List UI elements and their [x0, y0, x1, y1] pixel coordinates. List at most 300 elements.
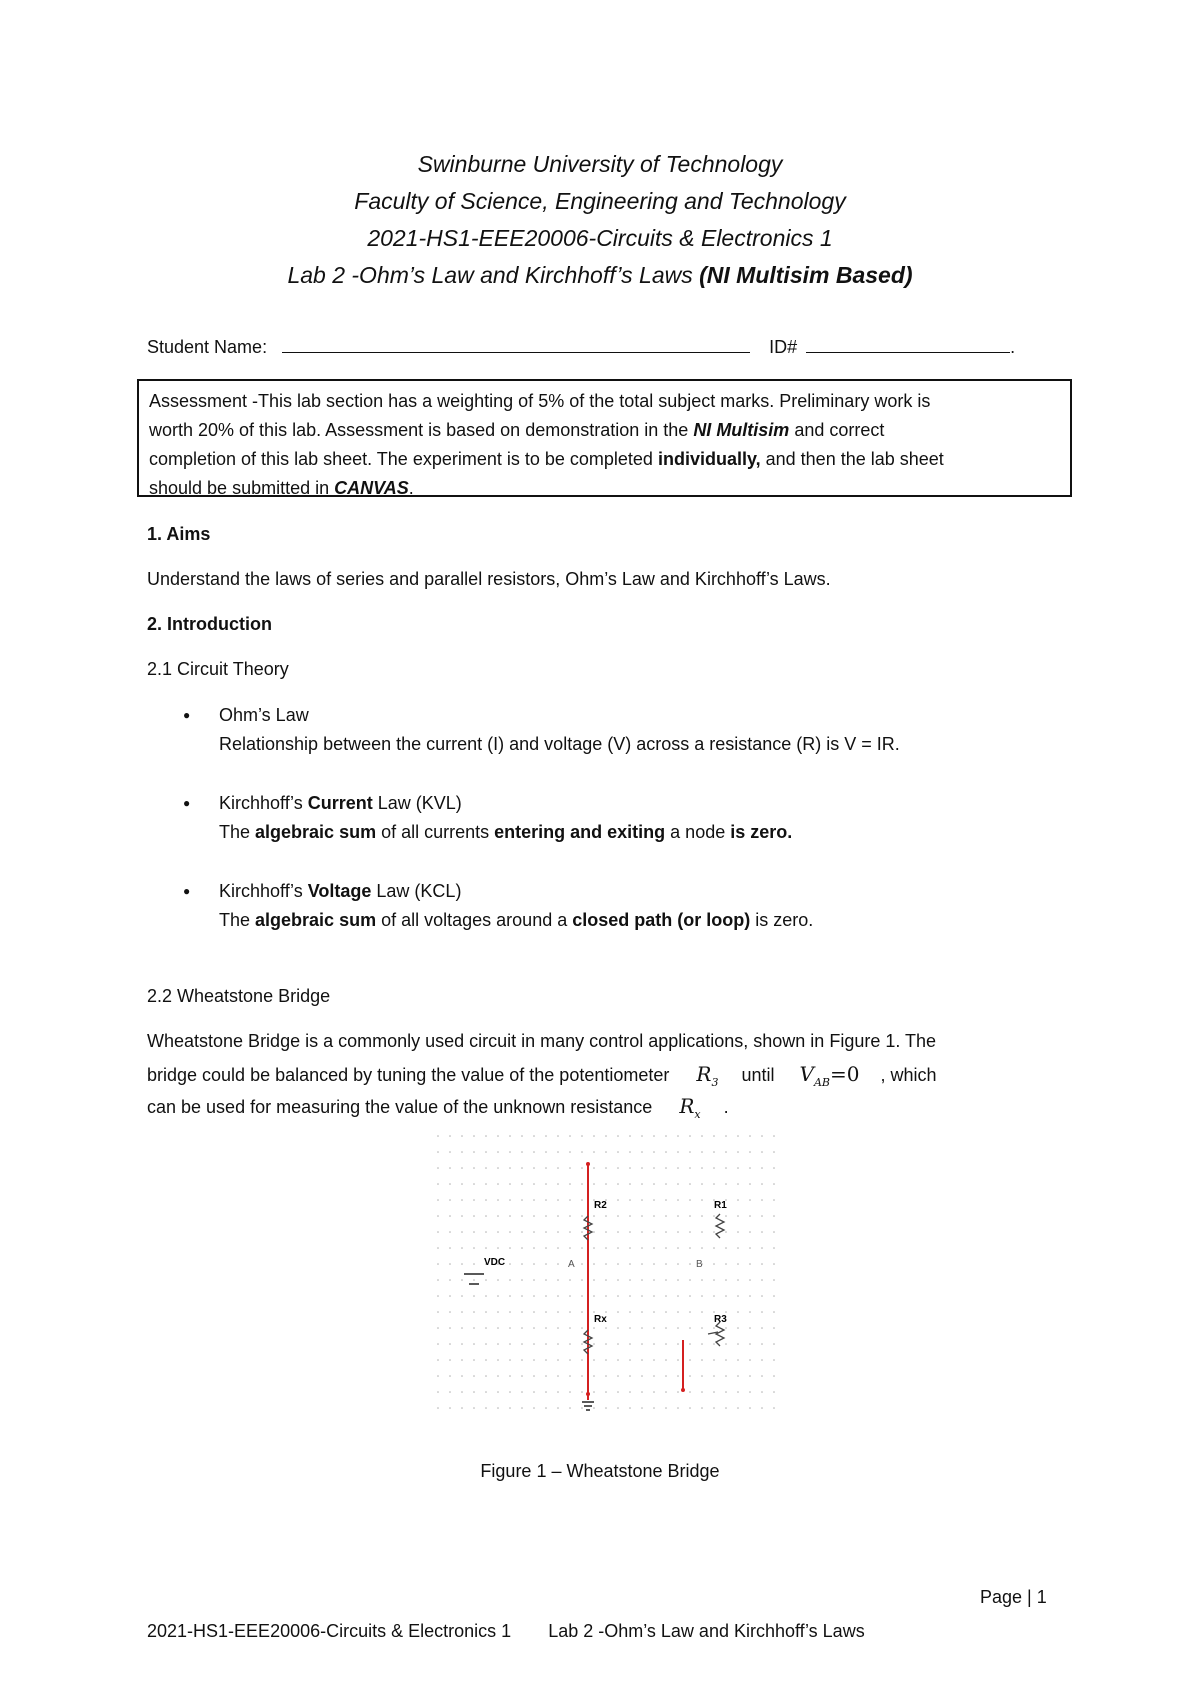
grid-dot — [761, 1151, 763, 1153]
grid-dot — [473, 1359, 475, 1361]
grid-dot — [773, 1135, 775, 1137]
course-title: 2021-HS1-EEE20006-Circuits & Electronics 1 — [367, 225, 833, 251]
grid-dot — [689, 1263, 691, 1265]
grid-dot — [701, 1375, 703, 1377]
grid-dot — [569, 1391, 571, 1393]
assessment-text: completion of this lab sheet. The experiment is to be completed — [149, 449, 658, 469]
grid-dot — [701, 1247, 703, 1249]
grid-dot — [773, 1359, 775, 1361]
footer-lab: Lab 2 -Ohm’s Law and Kirchhoff’s Laws — [548, 1621, 865, 1641]
grid-dot — [761, 1279, 763, 1281]
grid-dot — [581, 1215, 583, 1217]
grid-dot — [725, 1151, 727, 1153]
r1-resistor — [716, 1214, 724, 1238]
grid-dot — [461, 1375, 463, 1377]
grid-dot — [689, 1343, 691, 1345]
grid-dot — [533, 1135, 535, 1137]
grid-dot — [677, 1279, 679, 1281]
grid-dot — [617, 1375, 619, 1377]
label-r2: R2 — [594, 1200, 607, 1211]
grid-dot — [737, 1151, 739, 1153]
grid-dot — [773, 1311, 775, 1313]
grid-dot — [617, 1311, 619, 1313]
grid-dot — [497, 1199, 499, 1201]
grid-dot — [629, 1343, 631, 1345]
grid-dot — [689, 1359, 691, 1361]
grid-dot — [725, 1215, 727, 1217]
grid-dot — [497, 1327, 499, 1329]
grid-dot — [725, 1407, 727, 1409]
grid-dot — [497, 1215, 499, 1217]
grid-dot — [545, 1327, 547, 1329]
grid-dot — [569, 1327, 571, 1329]
grid-dot — [641, 1199, 643, 1201]
grid-dot — [473, 1215, 475, 1217]
grid-dot — [509, 1279, 511, 1281]
grid-dot — [749, 1359, 751, 1361]
grid-dot — [689, 1391, 691, 1393]
grid-dot — [473, 1311, 475, 1313]
grid-dot — [737, 1407, 739, 1409]
grid-dot — [521, 1407, 523, 1409]
kcl-title-text: Kirchhoff’s — [219, 793, 308, 813]
grid-dot — [725, 1247, 727, 1249]
grid-dot — [725, 1327, 727, 1329]
grid-dot — [449, 1327, 451, 1329]
grid-dot — [737, 1183, 739, 1185]
grid-dot — [689, 1279, 691, 1281]
grid-dot — [749, 1295, 751, 1297]
grid-dot — [473, 1263, 475, 1265]
grid-dot — [509, 1343, 511, 1345]
grid-dot — [497, 1151, 499, 1153]
grid-dot — [701, 1327, 703, 1329]
grid-dot — [545, 1391, 547, 1393]
grid-dot — [557, 1359, 559, 1361]
grid-dot — [617, 1215, 619, 1217]
grid-dot — [653, 1183, 655, 1185]
grid-dot — [473, 1375, 475, 1377]
grid-dot — [557, 1279, 559, 1281]
grid-dot — [617, 1183, 619, 1185]
grid-dot — [653, 1407, 655, 1409]
grid-dot — [749, 1199, 751, 1201]
grid-dot — [605, 1151, 607, 1153]
bullet-dot: ● — [183, 708, 191, 722]
grid-dot — [641, 1279, 643, 1281]
wheatstone-line: Wheatstone Bridge is a commonly used circuit in many control applications, shown in Figure 1. The — [147, 1031, 937, 1051]
grid-dot — [509, 1183, 511, 1185]
grid-dot — [713, 1231, 715, 1233]
grid-dot — [689, 1183, 691, 1185]
grid-dot — [773, 1231, 775, 1233]
grid-dot — [749, 1279, 751, 1281]
grid-dot — [629, 1167, 631, 1169]
grid-dot — [593, 1295, 595, 1297]
grid-dot — [677, 1167, 679, 1169]
grid-dot — [521, 1167, 523, 1169]
grid-dot — [641, 1247, 643, 1249]
grid-dot — [641, 1327, 643, 1329]
grid-dot — [557, 1231, 559, 1233]
grid-dot — [653, 1263, 655, 1265]
wheatstone-line — [147, 1094, 729, 1121]
kcl-text-part: The — [219, 822, 256, 842]
ohm-text: Relationship between the current (I) and voltage (V) across a resistance (R) is V = IR. — [219, 734, 900, 754]
grid-dot — [569, 1343, 571, 1345]
grid-dot — [533, 1359, 535, 1361]
grid-dot — [749, 1231, 751, 1233]
wheatstone-text: bridge could be balanced by tuning the value of the potentiometer — [147, 1065, 670, 1085]
grid-dot — [569, 1407, 571, 1409]
grid-dots — [437, 1135, 775, 1409]
grid-dot — [605, 1407, 607, 1409]
assessment-text: should be submitted in — [149, 478, 335, 498]
kvl-title-text: Kirchhoff’s — [219, 881, 308, 901]
grid-dot — [761, 1295, 763, 1297]
grid-dot — [629, 1407, 631, 1409]
grid-dot — [533, 1231, 535, 1233]
grid-dot — [449, 1263, 451, 1265]
grid-dot — [521, 1279, 523, 1281]
grid-dot — [449, 1183, 451, 1185]
kvl-text-bold: algebraic sum — [255, 910, 377, 930]
grid-dot — [545, 1151, 547, 1153]
grid-dot — [641, 1343, 643, 1345]
grid-dot — [545, 1215, 547, 1217]
grid-dot — [677, 1263, 679, 1265]
grid-dot — [713, 1183, 715, 1185]
v-eq: =0 — [830, 1062, 860, 1086]
grid-dot — [725, 1135, 727, 1137]
grid-dot — [677, 1311, 679, 1313]
grid-dot — [629, 1231, 631, 1233]
grid-dot — [749, 1311, 751, 1313]
grid-dot — [437, 1359, 439, 1361]
grid-dot — [665, 1295, 667, 1297]
grid-dot — [485, 1167, 487, 1169]
grid-dot — [629, 1311, 631, 1313]
grid-dot — [677, 1183, 679, 1185]
assessment-emphasis: CANVAS — [334, 478, 409, 498]
grid-dot — [485, 1215, 487, 1217]
grid-dot — [437, 1279, 439, 1281]
grid-dot — [773, 1199, 775, 1201]
grid-dot — [725, 1359, 727, 1361]
grid-dot — [653, 1199, 655, 1201]
r3-potentiometer — [716, 1322, 724, 1346]
grid-dot — [497, 1375, 499, 1377]
grid-dot — [485, 1359, 487, 1361]
grid-dot — [533, 1151, 535, 1153]
grid-dot — [545, 1343, 547, 1345]
grid-dot — [689, 1375, 691, 1377]
grid-dot — [461, 1311, 463, 1313]
grid-dot — [497, 1183, 499, 1185]
grid-dot — [593, 1183, 595, 1185]
grid-dot — [665, 1279, 667, 1281]
grid-dot — [557, 1375, 559, 1377]
grid-dot — [689, 1295, 691, 1297]
grid-dot — [521, 1183, 523, 1185]
kvl-text-part: is zero. — [750, 910, 814, 930]
grid-dot — [461, 1183, 463, 1185]
grid-dot — [725, 1375, 727, 1377]
grid-dot — [497, 1343, 499, 1345]
grid-dot — [749, 1375, 751, 1377]
grid-dot — [701, 1359, 703, 1361]
grid-dot — [653, 1343, 655, 1345]
grid-dot — [557, 1135, 559, 1137]
assessment-text: and correct — [789, 420, 885, 440]
grid-dot — [677, 1327, 679, 1329]
student-id-field[interactable] — [806, 336, 1010, 353]
grid-dot — [473, 1327, 475, 1329]
grid-dot — [569, 1231, 571, 1233]
grid-dot — [509, 1407, 511, 1409]
grid-dot — [761, 1135, 763, 1137]
grid-dot — [737, 1135, 739, 1137]
assessment-box — [137, 379, 1072, 497]
kcl-text-part: of all currents — [376, 822, 495, 842]
grid-dot — [593, 1327, 595, 1329]
grid-dot — [641, 1167, 643, 1169]
grid-dot — [749, 1407, 751, 1409]
grid-dot — [581, 1135, 583, 1137]
wheatstone-circuit-diagram — [430, 1128, 780, 1428]
grid-dot — [761, 1247, 763, 1249]
grid-dot — [653, 1295, 655, 1297]
grid-dot — [593, 1343, 595, 1345]
grid-dot — [569, 1247, 571, 1249]
page-number: Page | 1 — [980, 1587, 1047, 1607]
grid-dot — [485, 1183, 487, 1185]
grid-dot — [533, 1279, 535, 1281]
grid-dot — [737, 1215, 739, 1217]
grid-dot — [533, 1311, 535, 1313]
grid-dot — [653, 1135, 655, 1137]
grid-dot — [461, 1343, 463, 1345]
grid-dot — [569, 1199, 571, 1201]
grid-dot — [533, 1215, 535, 1217]
grid-dot — [521, 1263, 523, 1265]
grid-dot — [437, 1263, 439, 1265]
grid-dot — [449, 1199, 451, 1201]
grid-dot — [569, 1279, 571, 1281]
wheatstone-line — [147, 1062, 937, 1089]
grid-dot — [509, 1263, 511, 1265]
grid-dot — [665, 1247, 667, 1249]
grid-dot — [533, 1407, 535, 1409]
grid-dot — [617, 1247, 619, 1249]
grid-dot — [533, 1391, 535, 1393]
grid-dot — [749, 1151, 751, 1153]
label-rx: Rx — [594, 1314, 607, 1325]
grid-dot — [677, 1343, 679, 1345]
grid-dot — [437, 1375, 439, 1377]
grid-dot — [629, 1295, 631, 1297]
grid-dot — [665, 1407, 667, 1409]
grid-dot — [773, 1343, 775, 1345]
grid-dot — [605, 1215, 607, 1217]
grid-dot — [461, 1279, 463, 1281]
grid-dot — [569, 1167, 571, 1169]
rx-sub: x — [694, 1108, 701, 1121]
grid-dot — [557, 1327, 559, 1329]
grid-dot — [773, 1151, 775, 1153]
grid-dot — [593, 1375, 595, 1377]
wheatstone-heading: 2.2 Wheatstone Bridge — [147, 986, 331, 1006]
grid-dot — [761, 1343, 763, 1345]
grid-dot — [773, 1279, 775, 1281]
grid-dot — [629, 1135, 631, 1137]
grid-dot — [545, 1231, 547, 1233]
grid-dot — [569, 1183, 571, 1185]
grid-dot — [689, 1135, 691, 1137]
grid-dot — [557, 1295, 559, 1297]
grid-dot — [665, 1151, 667, 1153]
grid-dot — [437, 1215, 439, 1217]
grid-dot — [521, 1343, 523, 1345]
grid-dot — [485, 1279, 487, 1281]
aims-text: Understand the laws of series and parallel resistors, Ohm’s Law and Kirchhoff’s Laws. — [147, 569, 831, 589]
grid-dot — [701, 1151, 703, 1153]
grid-dot — [485, 1391, 487, 1393]
grid-dot — [653, 1231, 655, 1233]
kvl-title — [219, 881, 461, 902]
grid-dot — [725, 1343, 727, 1345]
grid-dot — [713, 1359, 715, 1361]
grid-dot — [617, 1263, 619, 1265]
grid-dot — [773, 1263, 775, 1265]
grid-dot — [533, 1295, 535, 1297]
intro-heading: 2. Introduction — [147, 614, 272, 634]
grid-dot — [521, 1375, 523, 1377]
wheatstone-text: , which — [880, 1065, 937, 1085]
grid-dot — [761, 1311, 763, 1313]
grid-dot — [581, 1183, 583, 1185]
grid-dot — [629, 1375, 631, 1377]
grid-dot — [497, 1279, 499, 1281]
grid-dot — [473, 1295, 475, 1297]
grid-dot — [581, 1375, 583, 1377]
grid-dot — [485, 1311, 487, 1313]
id-end-period: . — [1010, 337, 1016, 357]
grid-dot — [557, 1167, 559, 1169]
grid-dot — [545, 1263, 547, 1265]
grid-dot — [761, 1359, 763, 1361]
grid-dot — [617, 1279, 619, 1281]
grid-dot — [677, 1231, 679, 1233]
grid-dot — [773, 1247, 775, 1249]
grid-dot — [689, 1215, 691, 1217]
grid-dot — [593, 1135, 595, 1137]
grid-dot — [533, 1247, 535, 1249]
grid-dot — [569, 1375, 571, 1377]
grid-dot — [725, 1167, 727, 1169]
grid-dot — [437, 1151, 439, 1153]
wheatstone-text: . — [723, 1097, 729, 1117]
grid-dot — [509, 1311, 511, 1313]
grid-dot — [521, 1327, 523, 1329]
grid-dot — [617, 1135, 619, 1137]
grid-dot — [581, 1391, 583, 1393]
figure-caption: Figure 1 – Wheatstone Bridge — [480, 1461, 720, 1481]
grid-dot — [713, 1375, 715, 1377]
grid-dot — [593, 1263, 595, 1265]
grid-dot — [545, 1199, 547, 1201]
grid-dot — [449, 1151, 451, 1153]
grid-dot — [737, 1231, 739, 1233]
grid-dot — [545, 1167, 547, 1169]
grid-dot — [533, 1167, 535, 1169]
wire-node — [586, 1392, 590, 1396]
grid-dot — [593, 1311, 595, 1313]
grid-dot — [653, 1327, 655, 1329]
assessment-line: Assessment -This lab section has a weighting of 5% of the total subject marks. Preliminary work is — [149, 391, 931, 411]
grid-dot — [761, 1183, 763, 1185]
kvl-text-part: of all voltages around a — [376, 910, 573, 930]
rx-base: R — [679, 1094, 695, 1118]
grid-dot — [437, 1343, 439, 1345]
grid-dot — [545, 1295, 547, 1297]
grid-dot — [665, 1391, 667, 1393]
grid-dot — [569, 1151, 571, 1153]
grid-dot — [509, 1215, 511, 1217]
grid-dot — [677, 1199, 679, 1201]
grid-dot — [689, 1199, 691, 1201]
grid-dot — [761, 1375, 763, 1377]
label-r3: R3 — [714, 1314, 727, 1325]
grid-dot — [737, 1375, 739, 1377]
grid-dot — [581, 1407, 583, 1409]
v-sub: AB — [813, 1076, 830, 1089]
student-name-field[interactable] — [282, 336, 750, 353]
grid-dot — [557, 1343, 559, 1345]
grid-dot — [449, 1167, 451, 1169]
grid-dot — [653, 1215, 655, 1217]
grid-dot — [485, 1231, 487, 1233]
grid-dot — [509, 1167, 511, 1169]
grid-dot — [533, 1375, 535, 1377]
grid-dot — [677, 1151, 679, 1153]
grid-dot — [593, 1215, 595, 1217]
grid-dot — [461, 1359, 463, 1361]
grid-dot — [545, 1247, 547, 1249]
grid-dot — [605, 1183, 607, 1185]
grid-dot — [473, 1279, 475, 1281]
grid-dot — [509, 1151, 511, 1153]
grid-dot — [665, 1343, 667, 1345]
grid-dot — [737, 1343, 739, 1345]
grid-dot — [461, 1407, 463, 1409]
grid-dot — [689, 1327, 691, 1329]
grid-dot — [641, 1151, 643, 1153]
rx-symbol — [679, 1094, 701, 1121]
assessment-line — [149, 416, 1060, 445]
grid-dot — [545, 1359, 547, 1361]
grid-dot — [449, 1215, 451, 1217]
grid-dot — [509, 1231, 511, 1233]
grid-dot — [605, 1359, 607, 1361]
grid-dot — [629, 1199, 631, 1201]
grid-dot — [593, 1359, 595, 1361]
grid-dot — [737, 1263, 739, 1265]
grid-dot — [629, 1183, 631, 1185]
grid-dot — [461, 1199, 463, 1201]
grid-dot — [725, 1279, 727, 1281]
grid-dot — [749, 1247, 751, 1249]
